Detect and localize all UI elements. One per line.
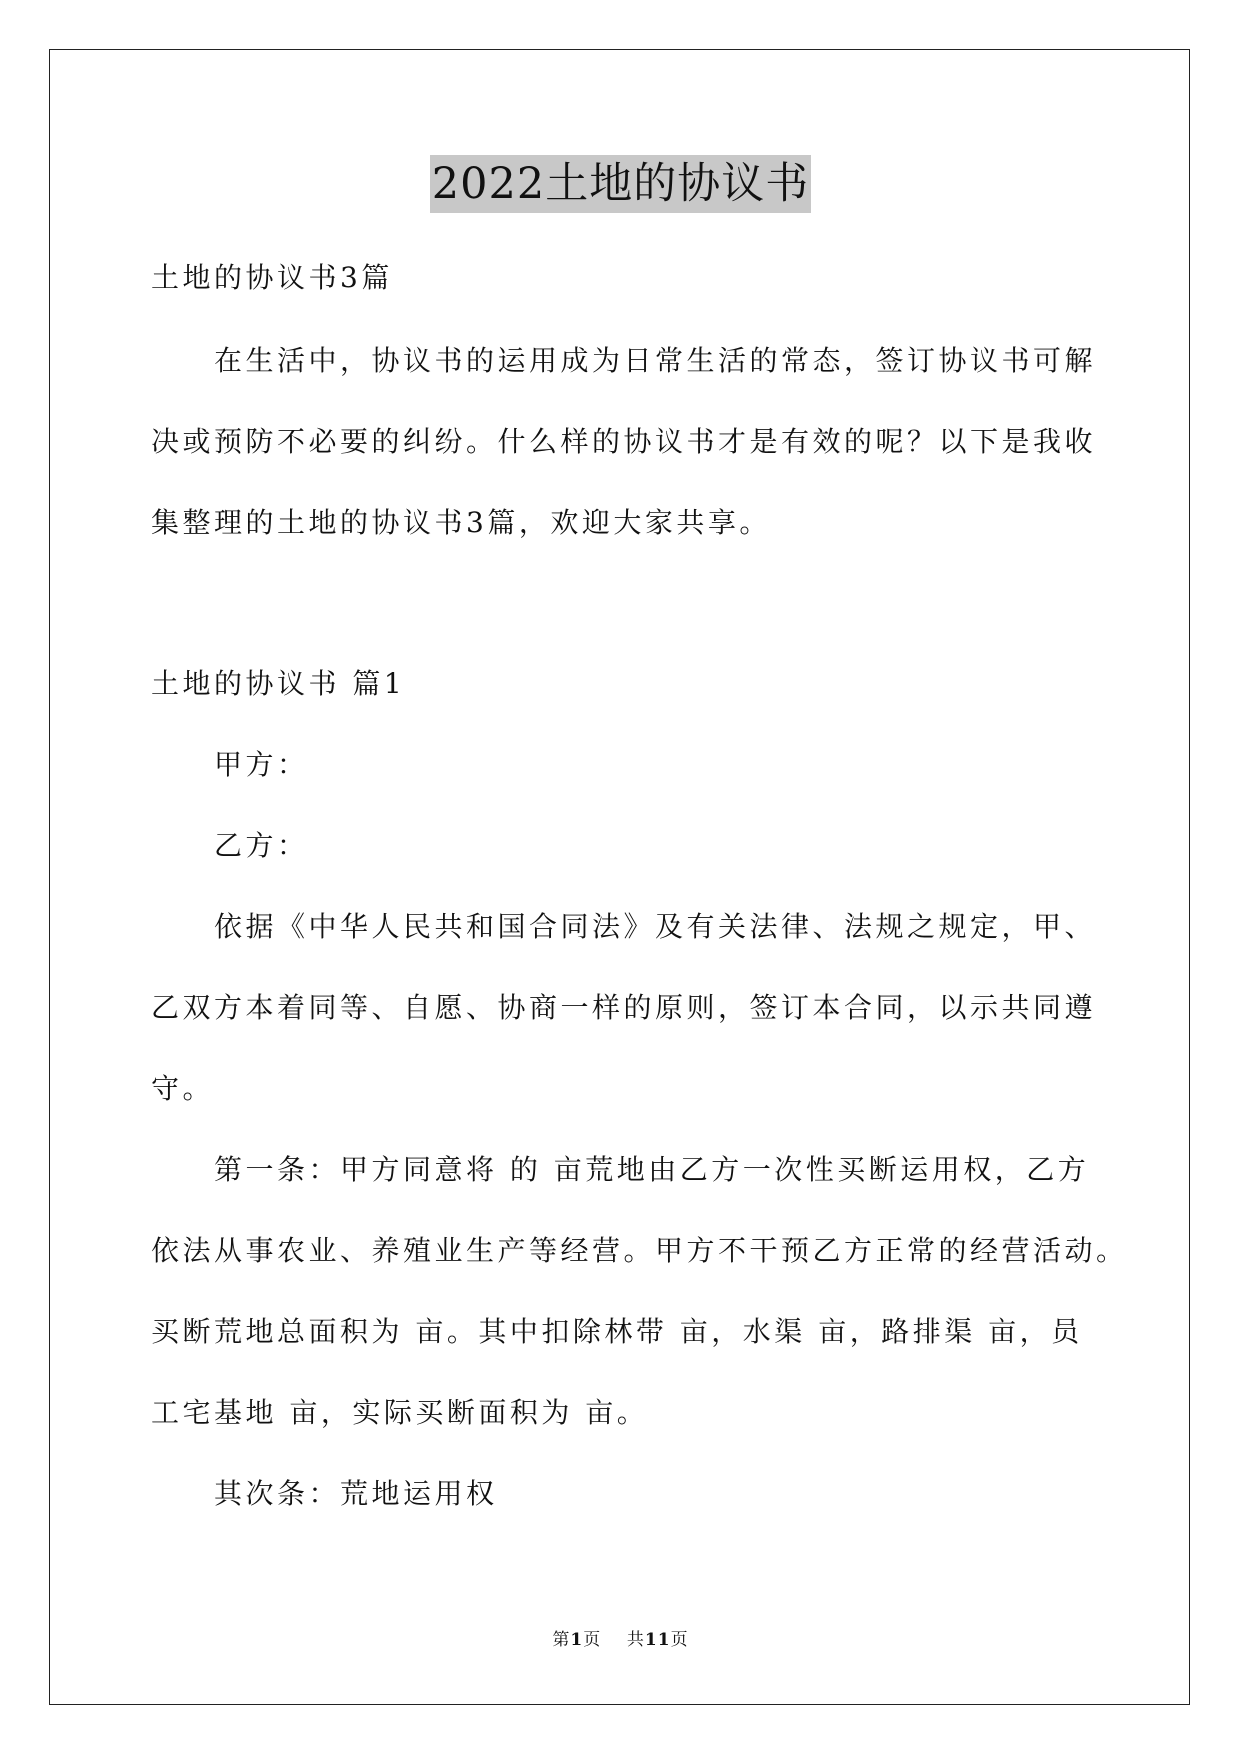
article1-line-4: 工宅基地 亩，实际买断面积为 亩。 (151, 1396, 649, 1429)
footer-total-suffix: 页 (670, 1630, 689, 1650)
footer-total-pages: 11 (644, 1630, 671, 1650)
party-b-label: 乙方： (214, 829, 309, 862)
footer-page-prefix: 第 (552, 1630, 571, 1650)
footer-page-number: 1 (570, 1630, 584, 1650)
article1-line-2: 依法从事农业、养殖业生产等经营。甲方不干预乙方正常的经营活动。 (151, 1234, 1128, 1267)
intro-line-3: 集整理的土地的协议书3篇，欢迎大家共享。 (151, 506, 771, 539)
basis-line-2: 乙双方本着同等、自愿、协商一样的原则，签订本合同，以示共同遵 (151, 991, 1097, 1024)
article2-line: 其次条：荒地运用权 (214, 1477, 498, 1510)
document-subtitle: 土地的协议书3篇 (151, 261, 393, 294)
footer-page-suffix: 页 (583, 1630, 602, 1650)
section-heading: 土地的协议书 篇1 (151, 667, 406, 700)
title-container (0, 155, 1241, 213)
article1-line-3: 买断荒地总面积为 亩。其中扣除林带 亩，水渠 亩，路排渠 亩，员 (151, 1315, 1083, 1348)
basis-line-1: 依据《中华人民共和国合同法》及有关法律、法规之规定，甲、 (214, 910, 1097, 943)
party-a-label: 甲方： (214, 748, 309, 781)
intro-line-1: 在生活中，协议书的运用成为日常生活的常态，签订协议书可解 (214, 344, 1097, 377)
document-title: 2022土地的协议书 (430, 155, 811, 213)
intro-line-2: 决或预防不必要的纠纷。什么样的协议书才是有效的呢？以下是我收 (151, 425, 1097, 458)
footer-total-prefix: 共 (626, 1630, 645, 1650)
page-footer (0, 1628, 1241, 1652)
basis-line-3: 守。 (151, 1072, 215, 1105)
article1-line-1: 第一条：甲方同意将 的 亩荒地由乙方一次性买断运用权，乙方 (214, 1153, 1090, 1186)
